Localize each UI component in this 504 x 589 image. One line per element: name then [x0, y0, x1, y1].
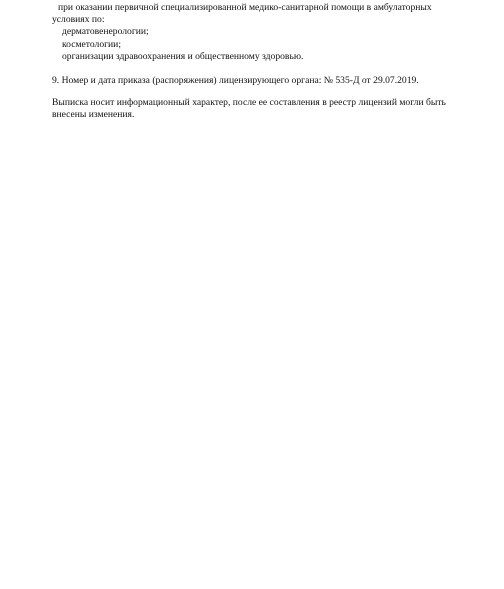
document-body: [52, 2, 482, 122]
notice-line-1: Выписка носит информационный характер, после ее составления в реестр лицензий могли быть: [52, 97, 446, 109]
spacer: [52, 63, 482, 75]
section-intro-line-1: при оказании первичной специализированной медико-санитарной помощи в амбулаторных: [58, 2, 432, 13]
service-item: организации здравоохранения и общественному здоровью.: [62, 50, 304, 62]
section-intro-line-2: условиях по:: [52, 14, 105, 26]
spacer: [52, 87, 482, 97]
service-item: дерматовенерологии;: [62, 26, 149, 38]
service-item: косметологии;: [62, 38, 121, 50]
notice-line-2: внесены изменения.: [52, 109, 135, 121]
license-order-item: 9. Номер и дата приказа (распоряжения) лицензирующего органа: № 535-Д от 29.07.2019.: [52, 75, 419, 87]
